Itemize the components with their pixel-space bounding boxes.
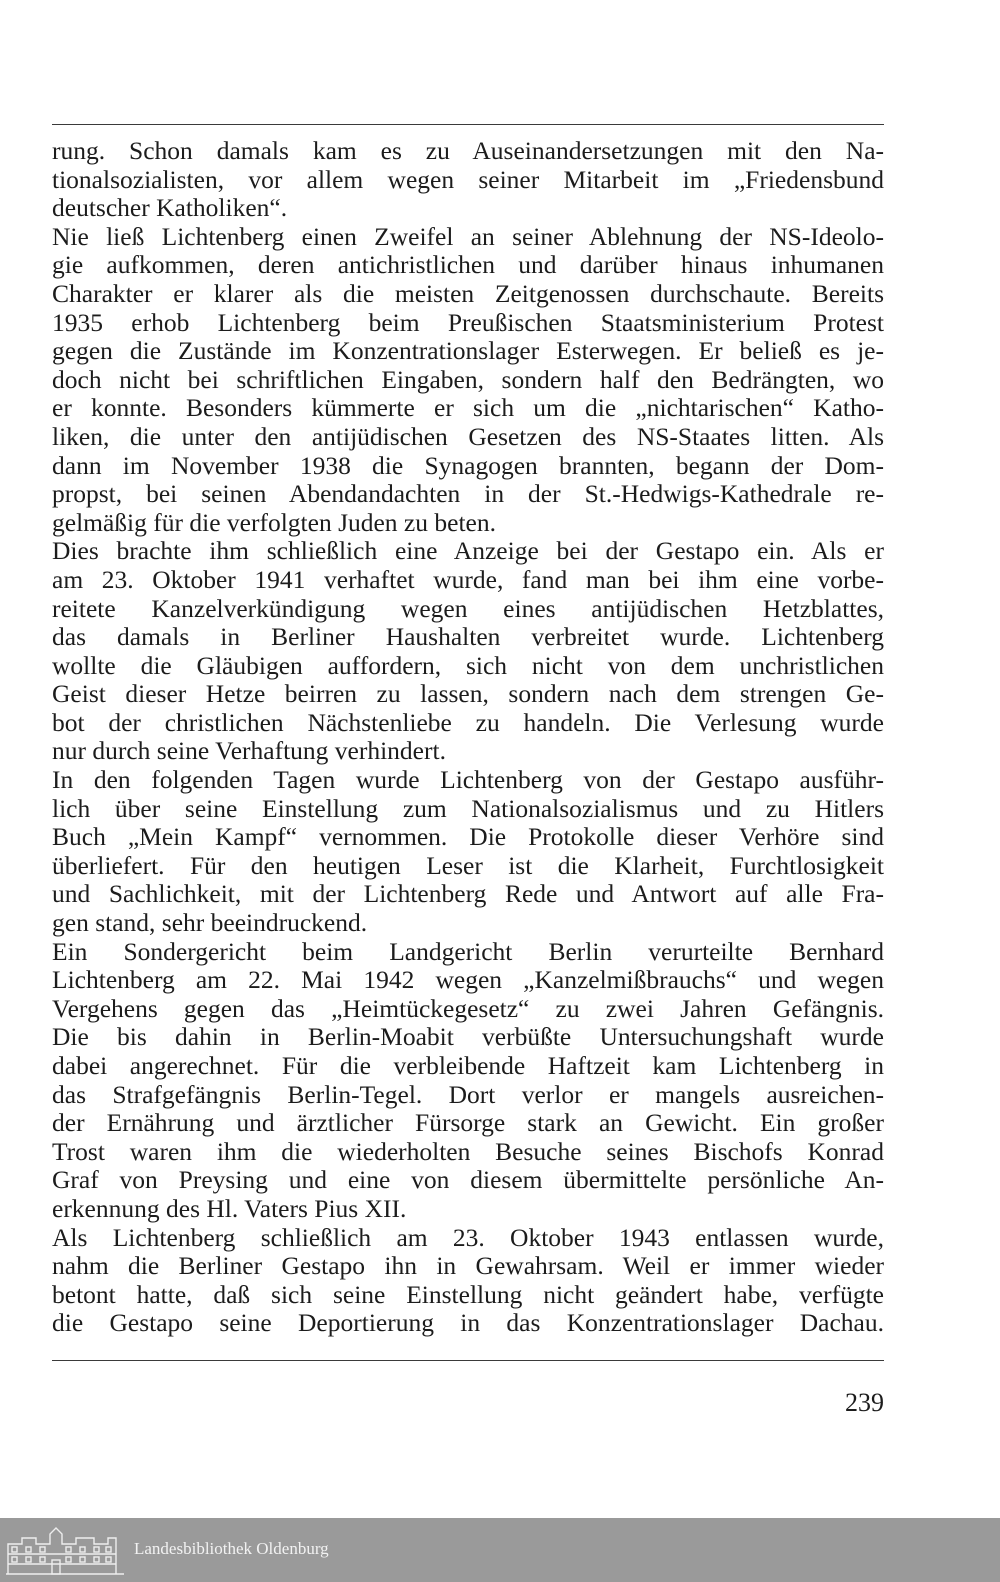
text-line: am 23. Oktober 1941 verhaftet wurde, fand man bei ihm eine vorbe-	[52, 564, 884, 594]
text-line: In den folgenden Tagen wurde Lichtenberg von der Gestapo ausführ-	[52, 765, 884, 795]
text-line: die Gestapo seine Deportierung in das Konzentrationslager Dachau.	[52, 1308, 884, 1338]
text-line: 1935 erhob Lichtenberg beim Preußischen Staatsministerium Protest	[52, 307, 884, 337]
text-line: nahm die Berliner Gestapo ihn in Gewahrsam. Weil er immer wieder	[52, 1251, 884, 1281]
text-line: lich über seine Einstellung zum Nationalsozialismus und zu Hitlers	[52, 793, 884, 823]
text-line: dann im November 1938 die Synagogen brannten, begann der Dom-	[52, 450, 884, 480]
text-line: deutscher Katholiken“.	[52, 193, 288, 223]
library-building-icon	[6, 1524, 124, 1578]
footer-bar	[0, 1518, 1000, 1582]
text-line: Dies brachte ihm schließlich eine Anzeige bei der Gestapo ein. Als er	[52, 536, 884, 566]
text-line: Vergehens gegen das „Heimtückegesetz“ zu zwei Jahren Gefängnis.	[52, 993, 884, 1023]
text-line: Graf von Preysing und eine von diesem übermittelte persönliche An-	[52, 1165, 884, 1195]
page-number: 239	[845, 1388, 884, 1417]
text-line: dabei angerechnet. Für die verbleibende Haftzeit kam Lichtenberg in	[52, 1051, 884, 1080]
text-line: Lichtenberg am 22. Mai 1942 wegen „Kanzelmißbrauchs“ und wegen	[52, 965, 884, 995]
text-line: Charakter er klarer als die meisten Zeitgenossen durchschaute. Bereits	[52, 278, 884, 308]
text-line: überliefert. Für den heutigen Leser ist die Klarheit, Furchtlosigkeit	[52, 850, 884, 880]
text-line: betont hatte, daß sich seine Einstellung nicht geändert habe, verfügte	[52, 1279, 884, 1309]
text-line: Als Lichtenberg schließlich am 23. Oktober 1943 entlassen wurde,	[52, 1222, 884, 1252]
text-line: gelmäßig für die verfolgten Juden zu beten.	[52, 507, 496, 537]
text-line: Geist dieser Hetze beirren zu lassen, sondern nach dem strengen Ge-	[52, 679, 884, 709]
text-line: doch nicht bei schriftlichen Eingaben, sondern half den Bedrängten, wo	[52, 364, 884, 394]
text-line: tionalsozialisten, vor allem wegen seiner Mitarbeit im „Friedensbund	[52, 164, 884, 194]
text-line: und Sachlichkeit, mit der Lichtenberg Rede und Antwort auf alle Fra-	[52, 879, 884, 909]
text-line: Die bis dahin in Berlin-Moabit verbüßte Untersuchungshaft wurde	[52, 1022, 884, 1052]
text-line: gen stand, sehr beeindruckend.	[52, 908, 368, 938]
text-line: das damals in Berliner Haushalten verbreitet wurde. Lichtenberg	[52, 622, 884, 652]
text-line: das Strafgefängnis Berlin-Tegel. Dort verlor er mangels ausreichen-	[52, 1079, 884, 1109]
text-line: propst, bei seinen Abendandachten in der St.-Hedwigs-Kathedrale re-	[52, 479, 884, 509]
body-text	[52, 137, 884, 1338]
text-line: nur durch seine Verhaftung verhindert.	[52, 736, 446, 766]
text-line: Nie ließ Lichtenberg einen Zweifel an seiner Ablehnung der NS-Ideolo-	[52, 221, 884, 251]
text-line: bot der christlichen Nächstenliebe zu handeln. Die Verlesung wurde	[52, 707, 884, 737]
text-line: Buch „Mein Kampf“ vernommen. Die Protokolle dieser Verhöre sind	[52, 822, 884, 852]
text-line: wollte die Gläubigen auffordern, sich nicht von dem unchristlichen	[52, 650, 884, 680]
text-line: reitete Kanzelverkündigung wegen eines antijüdischen Hetzblattes,	[52, 593, 884, 623]
text-line: Ein Sondergericht beim Landgericht Berlin verurteilte Bernhard	[52, 936, 884, 966]
text-line: rung. Schon damals kam es zu Auseinandersetzungen mit den Na-	[52, 136, 884, 165]
text-line: erkennung des Hl. Vaters Pius XII.	[52, 1193, 407, 1223]
text-line: gegen die Zustände im Konzentrationslager Esterwegen. Er beließ es je-	[52, 336, 884, 366]
text-line: der Ernährung und ärztlicher Fürsorge stark an Gewicht. Ein großer	[52, 1108, 884, 1138]
library-name[interactable]: Landesbibliothek Oldenburg	[134, 1539, 329, 1558]
text-line: Trost waren ihm die wiederholten Besuche seines Bischofs Konrad	[52, 1136, 884, 1166]
bottom-rule	[52, 1360, 884, 1361]
text-line: liken, die unter den antijüdischen Gesetzen des NS-Staates litten. Als	[52, 421, 884, 451]
top-rule	[52, 124, 884, 125]
text-line: gie aufkommen, deren antichristlichen und darüber hinaus inhumanen	[52, 250, 884, 280]
text-line: er konnte. Besonders kümmerte er sich um die „nichtarischen“ Katho-	[52, 393, 884, 423]
